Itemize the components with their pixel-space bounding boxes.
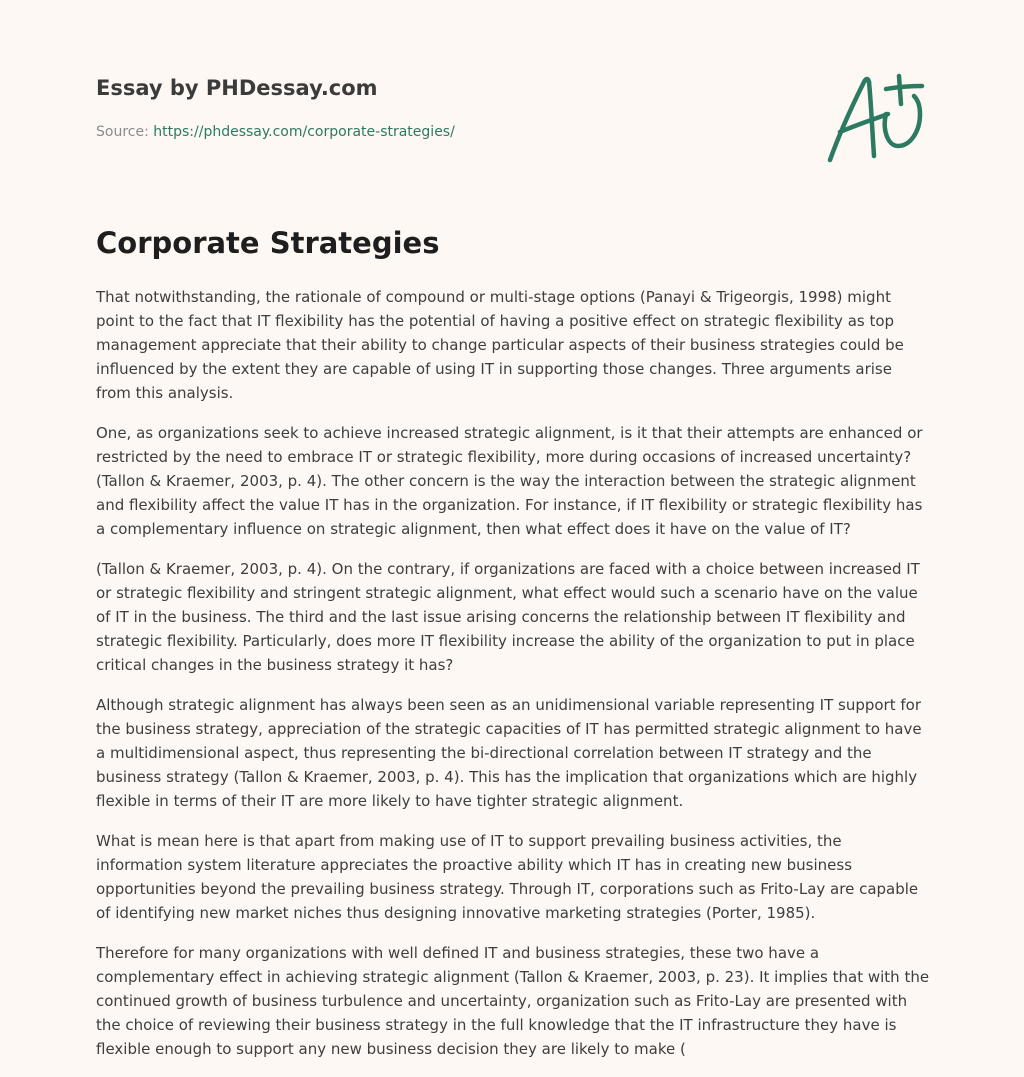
site-title: Essay by PHDessay.com (96, 76, 378, 100)
essay-body (96, 285, 930, 1077)
a-plus-logo-icon (826, 70, 930, 166)
paragraph: (Tallon & Kraemer, 2003, p. 4). On the contrary, if organizations are faced with a choice between increased IT or strategic flexibility and stringent strategic alignment, what effect would such a scenario have on the value of IT in the business. The third and the last issue arising concerns the relationship between IT flexibility and strategic flexibility. Particularly, does more IT flexibility increase the ability of the organization to put in place critical changes in the business strategy it has? (96, 560, 920, 674)
paragraph: One, as organizations seek to achieve increased strategic alignment, is it that their attempts are enhanced or restricted by the need to embrace IT or strategic flexibility, more during occasions of increased uncertainty? (Tallon & Kraemer, 2003, p. 4). The other concern is the way the interaction between the strategic alignment and flexibility affect the value IT has in the organization. For instance, if IT flexibility or strategic flexibility has a complementary influence on strategic alignment, then what effect does it have on the value of IT? (96, 424, 923, 538)
paragraph: That notwithstanding, the rationale of compound or multi-stage options (Panayi & Trigeorgis, 1998) might point to the fact that IT flexibility has the potential of having a positive effect on strategic flexibility as top management appreciate that their ability to change particular aspects of their business strategies could be influenced by the extent they are capable of using IT in supporting those changes. Three arguments arise from this analysis. (96, 288, 904, 402)
source-label: Source: (96, 124, 149, 140)
paragraph: Therefore for many organizations with well defined IT and business strategies, these two have a complementary effect in achieving strategic alignment (Tallon & Kraemer, 2003, p. 23). It implies that with the continued growth of business turbulence and uncertainty, organization such as Frito-Lay are presented with the choice of reviewing their business strategy in the full knowledge that the IT infrastructure they have is flexible enough to support any new business decision they are likely to make ( (96, 944, 930, 1058)
page-header (96, 76, 936, 196)
source-line (96, 124, 455, 140)
source-link[interactable]: https://phdessay.com/corporate-strategies/ (153, 124, 455, 140)
paragraph: What is mean here is that apart from making use of IT to support prevailing business activities, the information system literature appreciates the proactive ability which IT has in creating new business opportunities beyond the prevailing business strategy. Through IT, corporations such as Frito-Lay are capable of identifying new market niches thus designing innovative marketing strategies (Porter, 1985). (96, 832, 919, 922)
page-title: Corporate Strategies (96, 226, 440, 260)
paragraph: Although strategic alignment has always been seen as an unidimensional variable representing IT support for the business strategy, appreciation of the strategic capacities of IT has permitted strategic alignment to have a multidimensional aspect, thus representing the bi-directional correlation between IT strategy and the business strategy (Tallon & Kraemer, 2003, p. 4). This has the implication that organizations which are highly flexible in terms of their IT are more likely to have tighter strategic alignment. (96, 696, 922, 810)
